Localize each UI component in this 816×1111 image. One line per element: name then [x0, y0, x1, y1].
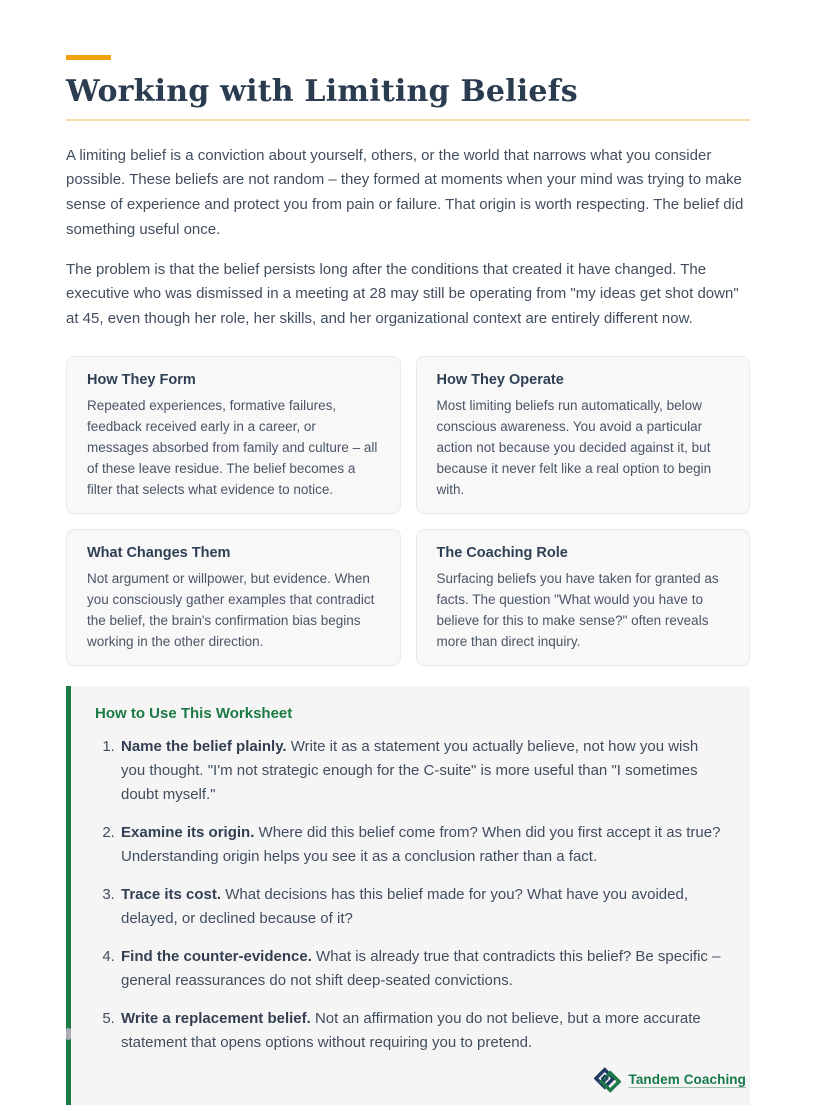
- step-text: What is already true that contradicts this belief? Be specific – general reassurances do not shift deep-seated convictions.: [121, 947, 721, 989]
- worksheet-title: How to Use This Worksheet: [95, 704, 293, 722]
- tandem-diamonds-icon: [594, 1067, 621, 1093]
- step-text: What decisions has this belief made for you? What have you avoided, delayed, or declined because of it?: [121, 885, 688, 927]
- worksheet-step: [119, 945, 726, 993]
- concept-card: [66, 529, 401, 666]
- concept-cards-grid: [66, 356, 750, 666]
- worksheet-steps-list: [95, 735, 726, 1055]
- worksheet-instructions-panel: [66, 686, 750, 1105]
- worksheet-step: [119, 1007, 726, 1055]
- step-lead: Examine its origin.: [121, 823, 255, 841]
- brand-footer[interactable]: [594, 1067, 746, 1093]
- card-body: Surfacing beliefs you have taken for granted as facts. The question "What would you have to believe for this to make sense?" often reveals more than direct inquiry.: [436, 570, 719, 649]
- left-edge-marker: [66, 1028, 71, 1040]
- step-text: Write it as a statement you actually believe, not how you wish you thought. "I'm not strategic enough for the C-suite" is more useful than "I sometimes doubt myself.": [121, 737, 699, 803]
- step-text: Not an affirmation you do not believe, but a more accurate statement that opens options without requiring you to pretend.: [121, 1009, 701, 1051]
- card-body: Repeated experiences, formative failures, feedback received early in a career, or messages absorbed from family and culture – all of these leave residue. The belief becomes a filter that selects what evidence to notice.: [87, 397, 378, 497]
- worksheet-step: [119, 883, 726, 931]
- intro-section: [66, 144, 750, 332]
- step-lead: Write a replacement belief.: [121, 1009, 311, 1027]
- title-accent-bar: [66, 55, 111, 60]
- page-title: Working with Limiting Beliefs: [66, 73, 750, 121]
- concept-card: [66, 356, 401, 514]
- card-body: Not argument or willpower, but evidence. When you consciously gather examples that contradict the belief, the brain's confirmation bias begins working in the other direction.: [87, 570, 375, 649]
- step-lead: Trace its cost.: [121, 885, 222, 903]
- document-page: [0, 55, 816, 1105]
- card-title: How They Form: [87, 371, 196, 388]
- worksheet-step: [119, 821, 726, 869]
- intro-paragraph: A limiting belief is a conviction about yourself, others, or the world that narrows what you consider possible. These beliefs are not random – they formed at moments when your mind was trying to make sense of experience and protect you from pain or failure. That origin is worth respecting. The belief did something useful once.: [66, 146, 744, 238]
- card-title: The Coaching Role: [436, 544, 568, 561]
- concept-card: [416, 529, 751, 666]
- intro-paragraph: The problem is that the belief persists long after the conditions that created it have changed. The executive who was dismissed in a meeting at 28 may still be operating from "my ideas get shot down" at 45, even though her role, her skills, and her organizational context are entirely different now.: [66, 260, 739, 327]
- step-lead: Name the belief plainly.: [121, 737, 287, 755]
- worksheet-step: [119, 735, 726, 807]
- concept-card: [416, 356, 751, 514]
- card-body: Most limiting beliefs run automatically, below conscious awareness. You avoid a particular action not because you decided against it, but because it never felt like a real option to begin with.: [436, 397, 712, 497]
- brand-name-link[interactable]: Tandem Coaching: [628, 1072, 746, 1088]
- step-lead: Find the counter-evidence.: [121, 947, 312, 965]
- card-title: What Changes Them: [87, 544, 231, 561]
- step-text: Where did this belief come from? When did you first accept it as true? Understanding origin helps you see it as a conclusion rather than a fact.: [121, 823, 721, 865]
- card-title: How They Operate: [436, 371, 564, 388]
